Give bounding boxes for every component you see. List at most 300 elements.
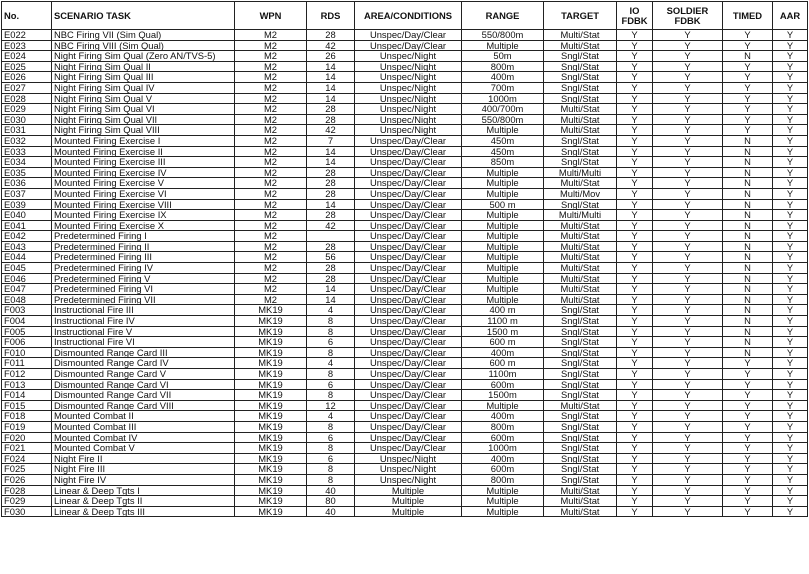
cell-range: Multiple bbox=[462, 241, 544, 252]
cell-target: Multi/Multi bbox=[544, 167, 617, 178]
cell-io-fdbk: Y bbox=[617, 453, 653, 464]
cell-area-conditions: Unspec/Day/Clear bbox=[355, 411, 462, 422]
cell-timed: Y bbox=[723, 411, 773, 422]
cell-timed: Y bbox=[723, 421, 773, 432]
cell-no: E023 bbox=[2, 40, 52, 51]
cell-area-conditions: Unspec/Day/Clear bbox=[355, 188, 462, 199]
cell-target: Sngl/Stat bbox=[544, 337, 617, 348]
cell-area-conditions: Unspec/Night bbox=[355, 82, 462, 93]
cell-rds: 8 bbox=[307, 316, 355, 327]
cell-timed: Y bbox=[723, 496, 773, 507]
table-row bbox=[2, 443, 808, 454]
cell-scenario-task: Mounted Firing Exercise IV bbox=[52, 167, 235, 178]
cell-scenario-task: Night Firing Sim Qual VI bbox=[52, 104, 235, 115]
cell-aar: Y bbox=[773, 326, 808, 337]
cell-range: Multiple bbox=[462, 485, 544, 496]
cell-soldier-fdbk: Y bbox=[653, 30, 723, 41]
cell-scenario-task: Dismounted Range Card V bbox=[52, 369, 235, 380]
table-row bbox=[2, 453, 808, 464]
cell-io-fdbk: Y bbox=[617, 347, 653, 358]
cell-io-fdbk: Y bbox=[617, 199, 653, 210]
cell-rds: 8 bbox=[307, 443, 355, 454]
cell-aar: Y bbox=[773, 104, 808, 115]
table-row bbox=[2, 305, 808, 316]
cell-timed: Y bbox=[723, 40, 773, 51]
cell-soldier-fdbk: Y bbox=[653, 199, 723, 210]
cell-area-conditions: Unspec/Night bbox=[355, 464, 462, 475]
cell-range: 600m bbox=[462, 379, 544, 390]
cell-target: Sngl/Stat bbox=[544, 93, 617, 104]
cell-rds: 28 bbox=[307, 114, 355, 125]
cell-range: 1500m bbox=[462, 390, 544, 401]
cell-io-fdbk: Y bbox=[617, 72, 653, 83]
cell-wpn: M2 bbox=[235, 30, 307, 41]
cell-target: Multi/Mov bbox=[544, 188, 617, 199]
cell-range: Multiple bbox=[462, 400, 544, 411]
cell-no: E034 bbox=[2, 157, 52, 168]
cell-area-conditions: Unspec/Day/Clear bbox=[355, 421, 462, 432]
cell-wpn: MK19 bbox=[235, 326, 307, 337]
cell-rds: 14 bbox=[307, 61, 355, 72]
cell-no: E031 bbox=[2, 125, 52, 136]
header-row bbox=[2, 2, 808, 30]
cell-aar: Y bbox=[773, 125, 808, 136]
cell-io-fdbk: Y bbox=[617, 337, 653, 348]
cell-no: F003 bbox=[2, 305, 52, 316]
cell-target: Sngl/Stat bbox=[544, 347, 617, 358]
cell-rds: 6 bbox=[307, 432, 355, 443]
table-row bbox=[2, 114, 808, 125]
cell-area-conditions: Unspec/Day/Clear bbox=[355, 358, 462, 369]
table-row bbox=[2, 273, 808, 284]
cell-area-conditions: Multiple bbox=[355, 506, 462, 517]
cell-range: 400m bbox=[462, 72, 544, 83]
cell-range: Multiple bbox=[462, 167, 544, 178]
table-row bbox=[2, 485, 808, 496]
cell-no: F011 bbox=[2, 358, 52, 369]
cell-no: E039 bbox=[2, 199, 52, 210]
cell-no: E046 bbox=[2, 273, 52, 284]
cell-rds: 28 bbox=[307, 104, 355, 115]
cell-target: Sngl/Stat bbox=[544, 474, 617, 485]
table-row bbox=[2, 51, 808, 62]
cell-rds: 26 bbox=[307, 51, 355, 62]
cell-timed: Y bbox=[723, 390, 773, 401]
table-header bbox=[2, 2, 808, 30]
cell-io-fdbk: Y bbox=[617, 135, 653, 146]
table-row bbox=[2, 167, 808, 178]
cell-aar: Y bbox=[773, 379, 808, 390]
cell-range: 1500 m bbox=[462, 326, 544, 337]
cell-wpn: M2 bbox=[235, 199, 307, 210]
cell-aar: Y bbox=[773, 210, 808, 221]
cell-area-conditions: Unspec/Day/Clear bbox=[355, 326, 462, 337]
cell-target: Multi/Stat bbox=[544, 178, 617, 189]
cell-aar: Y bbox=[773, 316, 808, 327]
cell-timed: N bbox=[723, 188, 773, 199]
cell-timed: Y bbox=[723, 400, 773, 411]
cell-soldier-fdbk: Y bbox=[653, 104, 723, 115]
cell-io-fdbk: Y bbox=[617, 464, 653, 475]
cell-wpn: M2 bbox=[235, 231, 307, 242]
cell-soldier-fdbk: Y bbox=[653, 464, 723, 475]
cell-scenario-task: NBC Firing VIII (Sim Qual) bbox=[52, 40, 235, 51]
cell-io-fdbk: Y bbox=[617, 210, 653, 221]
cell-target: Sngl/Stat bbox=[544, 82, 617, 93]
cell-wpn: MK19 bbox=[235, 464, 307, 475]
cell-no: E042 bbox=[2, 231, 52, 242]
cell-aar: Y bbox=[773, 188, 808, 199]
cell-io-fdbk: Y bbox=[617, 379, 653, 390]
cell-scenario-task: Mounted Combat V bbox=[52, 443, 235, 454]
cell-io-fdbk: Y bbox=[617, 252, 653, 263]
cell-scenario-task: Instructional Fire IV bbox=[52, 316, 235, 327]
cell-rds: 14 bbox=[307, 72, 355, 83]
cell-scenario-task: Mounted Firing Exercise VI bbox=[52, 188, 235, 199]
cell-target: Sngl/Stat bbox=[544, 432, 617, 443]
cell-rds: 42 bbox=[307, 220, 355, 231]
cell-wpn: M2 bbox=[235, 72, 307, 83]
cell-io-fdbk: Y bbox=[617, 273, 653, 284]
table-row bbox=[2, 400, 808, 411]
cell-timed: N bbox=[723, 337, 773, 348]
cell-aar: Y bbox=[773, 252, 808, 263]
cell-range: 700m bbox=[462, 82, 544, 93]
cell-soldier-fdbk: Y bbox=[653, 72, 723, 83]
cell-area-conditions: Unspec/Night bbox=[355, 72, 462, 83]
cell-area-conditions: Unspec/Day/Clear bbox=[355, 369, 462, 380]
cell-target: Sngl/Stat bbox=[544, 421, 617, 432]
table-row bbox=[2, 421, 808, 432]
cell-aar: Y bbox=[773, 220, 808, 231]
cell-wpn: MK19 bbox=[235, 400, 307, 411]
cell-io-fdbk: Y bbox=[617, 241, 653, 252]
cell-no: E022 bbox=[2, 30, 52, 41]
cell-timed: Y bbox=[723, 485, 773, 496]
table-row bbox=[2, 188, 808, 199]
col-wpn-header: WPN bbox=[235, 2, 307, 30]
cell-rds: 40 bbox=[307, 485, 355, 496]
cell-soldier-fdbk: Y bbox=[653, 294, 723, 305]
cell-aar: Y bbox=[773, 263, 808, 274]
cell-soldier-fdbk: Y bbox=[653, 485, 723, 496]
cell-no: F028 bbox=[2, 485, 52, 496]
cell-timed: N bbox=[723, 284, 773, 295]
cell-range: 800m bbox=[462, 421, 544, 432]
cell-wpn: MK19 bbox=[235, 390, 307, 401]
cell-target: Sngl/Stat bbox=[544, 146, 617, 157]
table-row bbox=[2, 506, 808, 517]
cell-area-conditions: Multiple bbox=[355, 485, 462, 496]
col-io-fdbk-header: IO FDBK bbox=[617, 2, 653, 30]
table-row bbox=[2, 104, 808, 115]
cell-timed: Y bbox=[723, 114, 773, 125]
cell-target: Multi/Multi bbox=[544, 210, 617, 221]
cell-io-fdbk: Y bbox=[617, 157, 653, 168]
cell-aar: Y bbox=[773, 273, 808, 284]
cell-aar: Y bbox=[773, 93, 808, 104]
cell-aar: Y bbox=[773, 167, 808, 178]
cell-wpn: MK19 bbox=[235, 506, 307, 517]
table-row bbox=[2, 294, 808, 305]
cell-soldier-fdbk: Y bbox=[653, 252, 723, 263]
cell-soldier-fdbk: Y bbox=[653, 432, 723, 443]
cell-soldier-fdbk: Y bbox=[653, 188, 723, 199]
cell-aar: Y bbox=[773, 337, 808, 348]
cell-scenario-task: Mounted Firing Exercise II bbox=[52, 146, 235, 157]
cell-timed: Y bbox=[723, 453, 773, 464]
cell-rds: 42 bbox=[307, 125, 355, 136]
cell-scenario-task: NBC Firing VII (Sim Qual) bbox=[52, 30, 235, 41]
cell-rds: 40 bbox=[307, 506, 355, 517]
cell-scenario-task: Predetermined Firing IV bbox=[52, 263, 235, 274]
cell-area-conditions: Unspec/Night bbox=[355, 125, 462, 136]
cell-rds: 42 bbox=[307, 40, 355, 51]
table-row bbox=[2, 411, 808, 422]
cell-area-conditions: Unspec/Day/Clear bbox=[355, 146, 462, 157]
cell-io-fdbk: Y bbox=[617, 358, 653, 369]
cell-no: F005 bbox=[2, 326, 52, 337]
cell-timed: Y bbox=[723, 443, 773, 454]
cell-rds: 4 bbox=[307, 305, 355, 316]
cell-no: E045 bbox=[2, 263, 52, 274]
table-row bbox=[2, 125, 808, 136]
table-row bbox=[2, 135, 808, 146]
cell-timed: Y bbox=[723, 474, 773, 485]
cell-target: Multi/Stat bbox=[544, 273, 617, 284]
cell-scenario-task: Night Firing Sim Qual V bbox=[52, 93, 235, 104]
cell-aar: Y bbox=[773, 411, 808, 422]
cell-scenario-task: Night Firing Sim Qual II bbox=[52, 61, 235, 72]
table-row bbox=[2, 82, 808, 93]
cell-scenario-task: Dismounted Range Card IV bbox=[52, 358, 235, 369]
table-row bbox=[2, 284, 808, 295]
col-timed-header: TIMED bbox=[723, 2, 773, 30]
cell-wpn: M2 bbox=[235, 178, 307, 189]
cell-io-fdbk: Y bbox=[617, 305, 653, 316]
cell-aar: Y bbox=[773, 432, 808, 443]
cell-area-conditions: Unspec/Day/Clear bbox=[355, 347, 462, 358]
cell-wpn: MK19 bbox=[235, 369, 307, 380]
cell-rds: 12 bbox=[307, 400, 355, 411]
table-row bbox=[2, 61, 808, 72]
cell-area-conditions: Unspec/Day/Clear bbox=[355, 199, 462, 210]
table-row bbox=[2, 337, 808, 348]
cell-range: 500 m bbox=[462, 199, 544, 210]
table-row bbox=[2, 432, 808, 443]
cell-io-fdbk: Y bbox=[617, 51, 653, 62]
cell-wpn: MK19 bbox=[235, 485, 307, 496]
cell-rds: 8 bbox=[307, 326, 355, 337]
cell-aar: Y bbox=[773, 421, 808, 432]
cell-wpn: M2 bbox=[235, 273, 307, 284]
cell-timed: N bbox=[723, 51, 773, 62]
cell-area-conditions: Unspec/Night bbox=[355, 453, 462, 464]
cell-scenario-task: Night Firing Sim Qual (Zero AN/TVS-5) bbox=[52, 51, 235, 62]
cell-soldier-fdbk: Y bbox=[653, 284, 723, 295]
cell-scenario-task: Night Fire II bbox=[52, 453, 235, 464]
cell-wpn: MK19 bbox=[235, 421, 307, 432]
cell-rds: 8 bbox=[307, 347, 355, 358]
cell-soldier-fdbk: Y bbox=[653, 390, 723, 401]
cell-area-conditions: Unspec/Night bbox=[355, 114, 462, 125]
cell-target: Sngl/Stat bbox=[544, 326, 617, 337]
cell-area-conditions: Unspec/Night bbox=[355, 61, 462, 72]
cell-timed: Y bbox=[723, 358, 773, 369]
cell-soldier-fdbk: Y bbox=[653, 337, 723, 348]
cell-range: Multiple bbox=[462, 263, 544, 274]
cell-no: F026 bbox=[2, 474, 52, 485]
cell-range: 400m bbox=[462, 347, 544, 358]
cell-area-conditions: Unspec/Day/Clear bbox=[355, 263, 462, 274]
cell-io-fdbk: Y bbox=[617, 326, 653, 337]
cell-aar: Y bbox=[773, 146, 808, 157]
cell-io-fdbk: Y bbox=[617, 82, 653, 93]
cell-timed: N bbox=[723, 178, 773, 189]
cell-io-fdbk: Y bbox=[617, 474, 653, 485]
table-row bbox=[2, 178, 808, 189]
cell-soldier-fdbk: Y bbox=[653, 316, 723, 327]
cell-scenario-task: Mounted Firing Exercise IX bbox=[52, 210, 235, 221]
cell-soldier-fdbk: Y bbox=[653, 443, 723, 454]
table-row bbox=[2, 220, 808, 231]
cell-aar: Y bbox=[773, 30, 808, 41]
cell-range: Multiple bbox=[462, 125, 544, 136]
cell-area-conditions: Unspec/Day/Clear bbox=[355, 157, 462, 168]
cell-target: Sngl/Stat bbox=[544, 379, 617, 390]
cell-range: 600m bbox=[462, 464, 544, 475]
cell-no: F010 bbox=[2, 347, 52, 358]
cell-soldier-fdbk: Y bbox=[653, 135, 723, 146]
cell-scenario-task: Mounted Firing Exercise VIII bbox=[52, 199, 235, 210]
cell-wpn: M2 bbox=[235, 284, 307, 295]
cell-timed: Y bbox=[723, 379, 773, 390]
cell-scenario-task: Mounted Combat IV bbox=[52, 432, 235, 443]
cell-area-conditions: Unspec/Night bbox=[355, 93, 462, 104]
cell-area-conditions: Unspec/Day/Clear bbox=[355, 337, 462, 348]
cell-area-conditions: Unspec/Night bbox=[355, 104, 462, 115]
cell-wpn: M2 bbox=[235, 188, 307, 199]
cell-range: 800m bbox=[462, 61, 544, 72]
cell-scenario-task: Linear & Deep Tgts III bbox=[52, 506, 235, 517]
cell-timed: Y bbox=[723, 432, 773, 443]
cell-no: F004 bbox=[2, 316, 52, 327]
cell-target: Multi/Stat bbox=[544, 506, 617, 517]
cell-io-fdbk: Y bbox=[617, 93, 653, 104]
cell-no: E036 bbox=[2, 178, 52, 189]
table-row bbox=[2, 390, 808, 401]
cell-scenario-task: Predetermined Firing VI bbox=[52, 284, 235, 295]
cell-range: Multiple bbox=[462, 284, 544, 295]
cell-range: 550/800m bbox=[462, 114, 544, 125]
cell-no: E027 bbox=[2, 82, 52, 93]
cell-soldier-fdbk: Y bbox=[653, 506, 723, 517]
cell-range: 1100 m bbox=[462, 316, 544, 327]
cell-scenario-task: Dismounted Range Card VII bbox=[52, 390, 235, 401]
cell-range: 1100m bbox=[462, 369, 544, 380]
col-range-header: RANGE bbox=[462, 2, 544, 30]
cell-soldier-fdbk: Y bbox=[653, 231, 723, 242]
cell-wpn: M2 bbox=[235, 125, 307, 136]
cell-wpn: M2 bbox=[235, 114, 307, 125]
cell-area-conditions: Unspec/Day/Clear bbox=[355, 167, 462, 178]
cell-rds: 4 bbox=[307, 411, 355, 422]
cell-scenario-task: Predetermined Firing VII bbox=[52, 294, 235, 305]
cell-scenario-task: Night Firing Sim Qual III bbox=[52, 72, 235, 83]
cell-soldier-fdbk: Y bbox=[653, 40, 723, 51]
table-row bbox=[2, 157, 808, 168]
cell-range: Multiple bbox=[462, 188, 544, 199]
cell-io-fdbk: Y bbox=[617, 188, 653, 199]
table-row bbox=[2, 40, 808, 51]
cell-io-fdbk: Y bbox=[617, 294, 653, 305]
cell-no: F006 bbox=[2, 337, 52, 348]
cell-rds: 14 bbox=[307, 146, 355, 157]
cell-scenario-task: Predetermined Firing II bbox=[52, 241, 235, 252]
cell-aar: Y bbox=[773, 135, 808, 146]
cell-io-fdbk: Y bbox=[617, 61, 653, 72]
cell-area-conditions: Unspec/Night bbox=[355, 51, 462, 62]
col-no-header: No. bbox=[2, 2, 52, 30]
cell-io-fdbk: Y bbox=[617, 400, 653, 411]
cell-area-conditions: Unspec/Day/Clear bbox=[355, 40, 462, 51]
cell-rds: 28 bbox=[307, 263, 355, 274]
cell-no: F018 bbox=[2, 411, 52, 422]
cell-rds: 6 bbox=[307, 453, 355, 464]
cell-scenario-task: Night Firing Sim Qual IV bbox=[52, 82, 235, 93]
cell-wpn: M2 bbox=[235, 210, 307, 221]
cell-soldier-fdbk: Y bbox=[653, 157, 723, 168]
cell-io-fdbk: Y bbox=[617, 390, 653, 401]
cell-range: 600m bbox=[462, 432, 544, 443]
cell-no: F024 bbox=[2, 453, 52, 464]
cell-rds: 80 bbox=[307, 496, 355, 507]
cell-aar: Y bbox=[773, 347, 808, 358]
cell-target: Multi/Stat bbox=[544, 241, 617, 252]
cell-scenario-task: Mounted Combat III bbox=[52, 421, 235, 432]
cell-timed: N bbox=[723, 263, 773, 274]
cell-target: Sngl/Stat bbox=[544, 358, 617, 369]
cell-area-conditions: Unspec/Day/Clear bbox=[355, 379, 462, 390]
cell-soldier-fdbk: Y bbox=[653, 496, 723, 507]
cell-area-conditions: Unspec/Day/Clear bbox=[355, 178, 462, 189]
cell-io-fdbk: Y bbox=[617, 284, 653, 295]
col-aar-header: AAR bbox=[773, 2, 808, 30]
cell-aar: Y bbox=[773, 358, 808, 369]
cell-scenario-task: Instructional Fire V bbox=[52, 326, 235, 337]
cell-area-conditions: Unspec/Day/Clear bbox=[355, 443, 462, 454]
cell-soldier-fdbk: Y bbox=[653, 411, 723, 422]
cell-timed: N bbox=[723, 294, 773, 305]
cell-no: E035 bbox=[2, 167, 52, 178]
cell-timed: Y bbox=[723, 464, 773, 475]
cell-soldier-fdbk: Y bbox=[653, 167, 723, 178]
cell-rds: 28 bbox=[307, 30, 355, 41]
cell-rds: 28 bbox=[307, 273, 355, 284]
cell-target: Sngl/Stat bbox=[544, 305, 617, 316]
cell-no: E032 bbox=[2, 135, 52, 146]
cell-io-fdbk: Y bbox=[617, 146, 653, 157]
cell-wpn: M2 bbox=[235, 252, 307, 263]
table-row bbox=[2, 146, 808, 157]
cell-scenario-task: Predetermined Firing I bbox=[52, 231, 235, 242]
cell-aar: Y bbox=[773, 231, 808, 242]
cell-io-fdbk: Y bbox=[617, 369, 653, 380]
cell-timed: N bbox=[723, 316, 773, 327]
table-row bbox=[2, 30, 808, 41]
cell-soldier-fdbk: Y bbox=[653, 400, 723, 411]
cell-aar: Y bbox=[773, 453, 808, 464]
